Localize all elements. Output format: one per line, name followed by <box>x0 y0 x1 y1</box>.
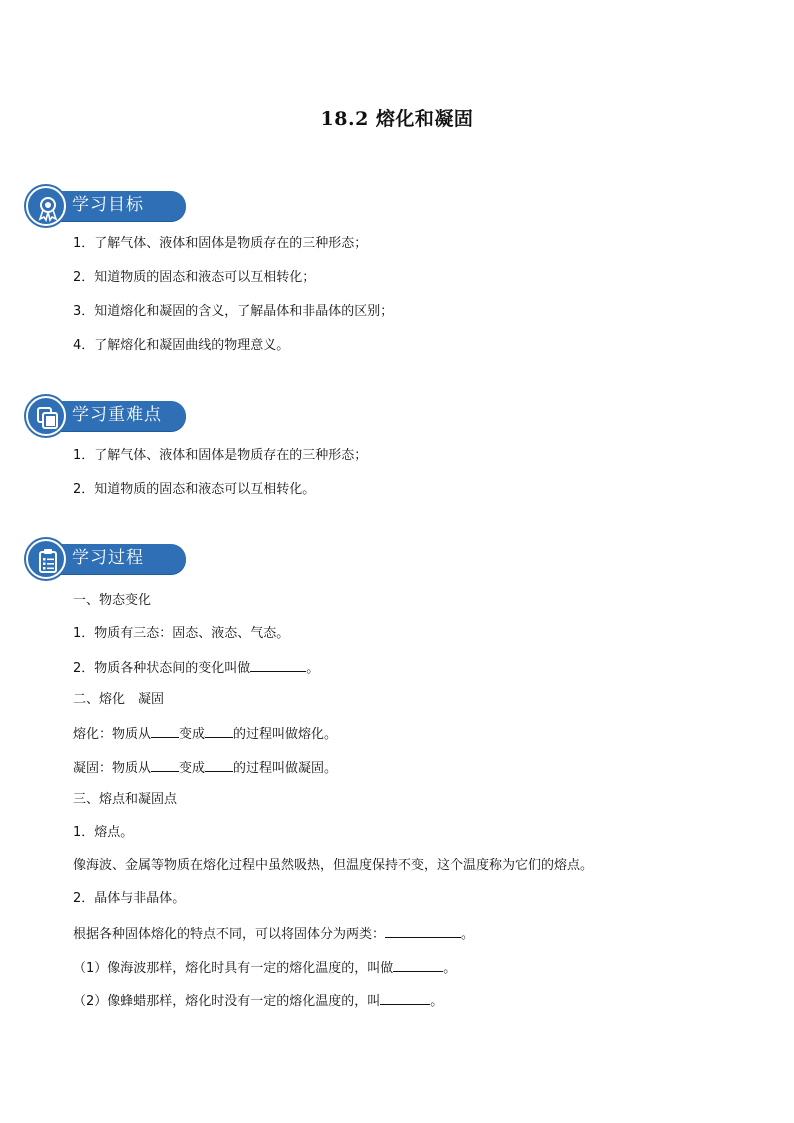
text-line: 凝固：物质从 变成 的过程叫做凝固。 <box>73 758 337 778</box>
section-banner-process <box>26 539 186 579</box>
section-label: 学习重难点 <box>72 405 162 425</box>
fill-blank <box>151 758 179 772</box>
fill-blank <box>250 658 306 672</box>
fill-blank <box>393 958 443 972</box>
list-item: 3．知道熔化和凝固的含义，了解晶体和非晶体的区别； <box>73 304 394 319</box>
section-banner-objectives <box>26 186 186 226</box>
text-line: 1．物质有三态：固态、液态、气态。 <box>73 626 290 641</box>
section-label: 学习过程 <box>72 548 144 568</box>
text-line: （1）像海波那样，熔化时具有一定的熔化温度的，叫做 。 <box>73 958 456 978</box>
section-label: 学习目标 <box>72 195 144 215</box>
fill-blank <box>151 724 179 738</box>
fill-blank <box>205 758 233 772</box>
heading-line: 一、物态变化 <box>73 593 152 608</box>
text-line: 像海波、金属等物质在熔化过程中虽然吸热，但温度保持不变，这个温度称为它们的熔点。 <box>73 858 594 873</box>
heading-line: 三、熔点和凝固点 <box>73 792 178 807</box>
text-line: 熔化：物质从 变成 的过程叫做熔化。 <box>73 724 337 744</box>
page-title: 18.2 熔化和凝固 <box>320 108 474 130</box>
list-item: 4．了解熔化和凝固曲线的物理意义。 <box>73 338 290 353</box>
text-line: 2．物质各种状态间的变化叫做 。 <box>73 658 319 678</box>
fill-blank <box>380 991 430 1005</box>
fill-blank <box>385 924 461 938</box>
stacked-pages-icon <box>26 396 66 436</box>
text-line: 1．熔点。 <box>73 825 134 840</box>
list-item: 1．了解气体、液体和固体是物质存在的三种形态； <box>73 236 368 251</box>
list-item: 2．知道物质的固态和液态可以互相转化。 <box>73 482 316 497</box>
award-ribbon-icon <box>26 186 66 226</box>
text-line: 根据各种固体熔化的特点不同，可以将固体分为两类： 。 <box>73 924 474 944</box>
heading-line: 二、熔化 凝固 <box>73 692 165 707</box>
list-item: 1．了解气体、液体和固体是物质存在的三种形态； <box>73 448 368 463</box>
fill-blank <box>205 724 233 738</box>
section-banner-keypoints <box>26 396 186 436</box>
clipboard-checklist-icon <box>26 539 66 579</box>
text-line: （2）像蜂蜡那样，熔化时没有一定的熔化温度的，叫 。 <box>73 991 443 1011</box>
text-line: 2．晶体与非晶体。 <box>73 891 186 906</box>
list-item: 2．知道物质的固态和液态可以互相转化； <box>73 270 316 285</box>
